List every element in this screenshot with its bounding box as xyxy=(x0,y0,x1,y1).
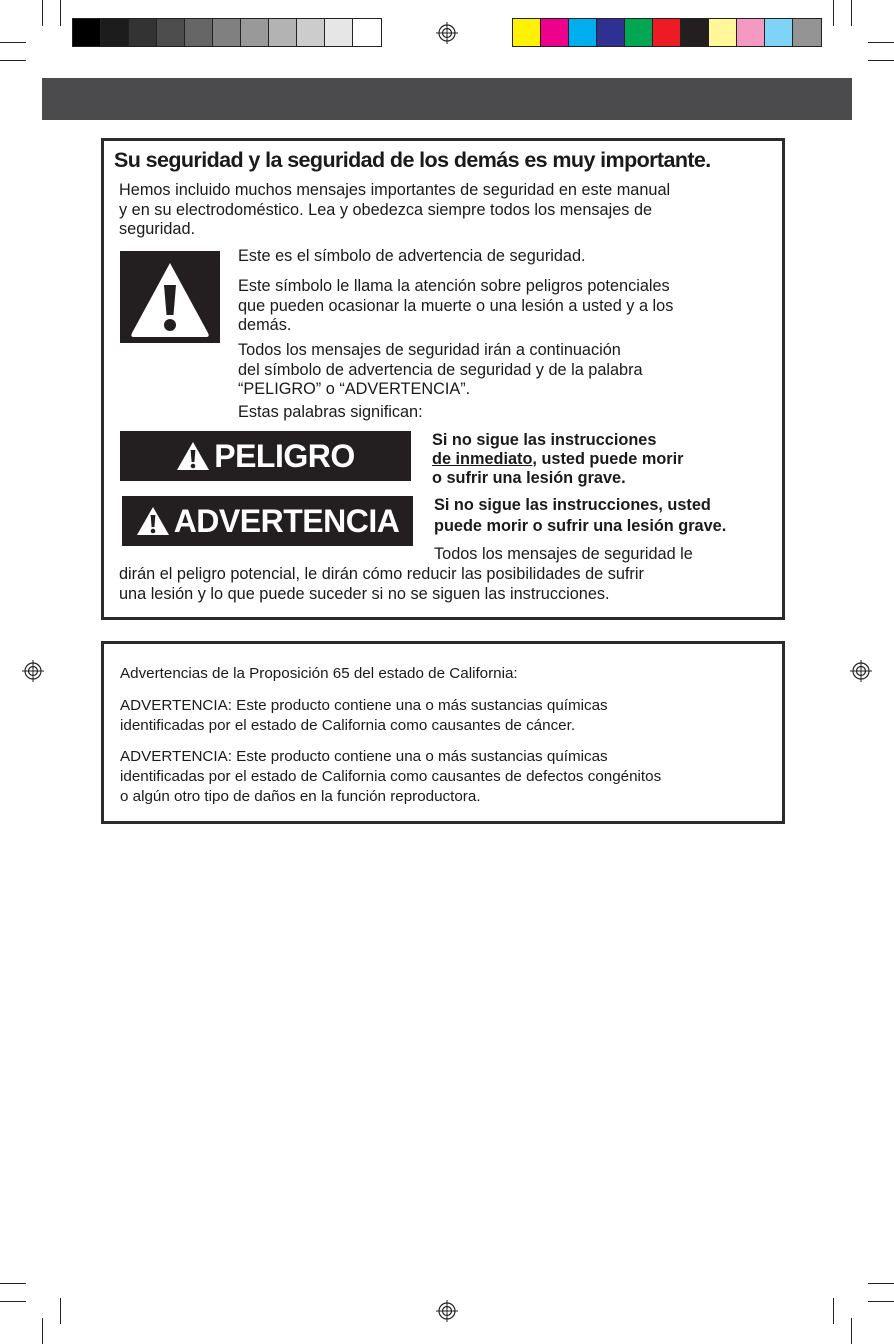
color-swatch xyxy=(297,19,325,46)
color-swatch xyxy=(185,19,213,46)
prop65-warning-reproductive: ADVERTENCIA: Este producto contiene una o más sustancias químicas identificadas por el estado de California como causantes de defectos congénitos o algún otro tipo de daños en la función reproductora. xyxy=(120,748,662,805)
prop65-box xyxy=(101,641,785,824)
follow-text: Todos los mensajes de seguridad irán a continuación del símbolo de advertencia de seguridad y de la palabra “PELIGRO” o “ADVERTENCIA”. xyxy=(238,341,643,398)
color-swatch xyxy=(73,19,101,46)
prop65-warning-cancer: ADVERTENCIA: Este producto contiene una o más sustancias químicas identificadas por el estado de California como causantes de cáncer. xyxy=(120,697,608,734)
color-swatch xyxy=(681,19,709,46)
color-swatch xyxy=(793,19,821,46)
closing-line-1: Todos los mensajes de seguridad le xyxy=(434,545,693,563)
safety-title: Su seguridad y la seguridad de los demás es muy importante. xyxy=(114,148,711,172)
process-color-bar xyxy=(512,18,822,47)
attention-text: Este símbolo le llama la atención sobre peligros potenciales que pueden ocasionar la muerte o una lesión a usted y a los demás. xyxy=(238,277,674,334)
warning-description: Si no sigue las instrucciones, usted puede morir o sufrir una lesión grave. xyxy=(434,496,727,535)
closing-text: dirán el peligro potencial, le dirán cómo reducir las posibilidades de sufrir una lesión y lo que puede suceder si no se siguen las instrucciones. xyxy=(119,565,644,603)
color-swatch xyxy=(101,19,129,46)
color-swatch xyxy=(269,19,297,46)
color-swatch xyxy=(597,19,625,46)
color-swatch xyxy=(765,19,793,46)
color-swatch xyxy=(709,19,737,46)
color-swatch xyxy=(157,19,185,46)
color-swatch xyxy=(325,19,353,46)
color-swatch xyxy=(353,19,381,46)
danger-signal-word xyxy=(120,431,411,481)
danger-label: PELIGRO xyxy=(214,437,355,474)
color-swatch xyxy=(569,19,597,46)
color-swatch xyxy=(241,19,269,46)
safety-alert-triangle-icon xyxy=(176,441,210,471)
meaning-text: Estas palabras significan: xyxy=(238,403,423,421)
color-swatch xyxy=(513,19,541,46)
registration-mark-icon xyxy=(436,22,458,44)
color-swatch xyxy=(541,19,569,46)
color-swatch xyxy=(213,19,241,46)
color-swatch xyxy=(653,19,681,46)
color-swatch xyxy=(625,19,653,46)
danger-description: Si no sigue las instrucciones de inmediato, usted puede morir o sufrir una lesión grave. xyxy=(432,431,684,487)
warning-label: ADVERTENCIA xyxy=(173,502,400,539)
registration-mark-icon xyxy=(436,1300,458,1322)
safety-box xyxy=(101,138,785,620)
safety-alert-triangle-icon xyxy=(136,506,170,536)
symbol-description: Este es el símbolo de advertencia de seguridad. xyxy=(238,247,586,265)
color-swatch xyxy=(129,19,157,46)
safety-alert-symbol-icon xyxy=(120,251,220,343)
prop65-title: Advertencias de la Proposición 65 del estado de California: xyxy=(120,665,518,682)
intro-text: Hemos incluido muchos mensajes importantes de seguridad en este manual y en su electrodoméstico. Lea y obedezca siempre todos los mensajes de seguridad. xyxy=(119,181,671,238)
color-swatch xyxy=(737,19,765,46)
header-band xyxy=(42,78,852,120)
registration-mark-icon xyxy=(850,660,872,682)
warning-signal-word xyxy=(122,496,413,546)
registration-mark-icon xyxy=(22,660,44,682)
grayscale-color-bar xyxy=(72,18,382,47)
